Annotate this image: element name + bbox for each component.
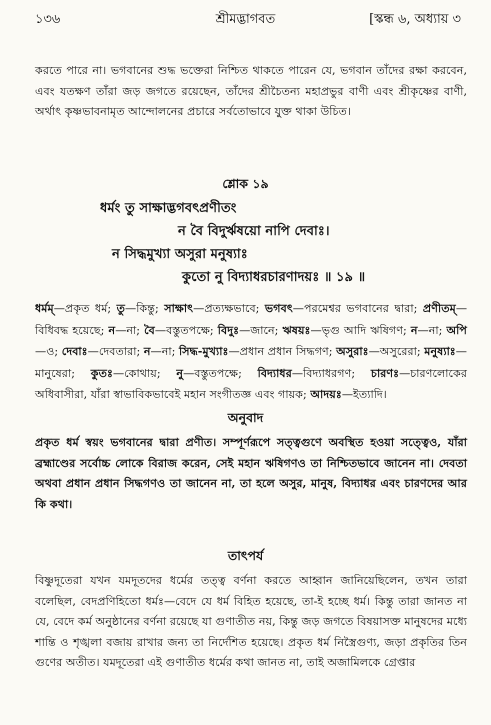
synonym-term: ন [143, 344, 151, 359]
synonym-meaning: প্রকৃত ধর্ম; [64, 302, 112, 315]
synonym-term: বিদুঃ [217, 322, 240, 337]
purport-text: বিষ্ণুদূতেরা যখন যমদূতদের ধর্মের তত্ত্ব বর্ণনা করতে আহ্বান জানিয়েছিলেন, তখন তারা বলেছিল, বেদপ্রণিহিতো ধর্মঃ—বেদে যে ধর্ম বিহিত হয়েছে, তা-ই হচ্ছে ধর্ম। কিন্তু তারা জানত না যে, বেদে কর্ম অনুষ্ঠানের বর্ণনা রয়েছে যা গুণাতীত নয়, কিন্তু জড় জগতে বিষয়াসক্ত মানুষদের মধ্যে শান্তি ও শৃঙ্খলা বজায় রাখার জন্য তা নির্দেশিত হয়েছে। প্রকৃত ধর্ম নিস্ত্রৈগুণ্য, জড়া প্রকৃতির তিন গুণের অতীত। যমদূতেরা এই গুণাতীত ধর্মের কথা জানত না, তাই অজামিলকে গ্রেপ্তার [35, 574, 467, 670]
synonym-term: দেবাঃ [61, 344, 88, 359]
synonym-term: অসুরাঃ [336, 344, 369, 359]
page-number: ১৩৬ [35, 12, 61, 27]
synonym-meaning: বস্তুতপক্ষে; [194, 366, 242, 380]
synonym-meaning: কোথায়; [124, 366, 161, 380]
synonym-term: ন [410, 322, 418, 337]
purport-heading: তাৎপর্য [227, 548, 264, 563]
synonym-meaning: ও; [46, 345, 59, 359]
verse-line-4: কুতো নু বিদ্যাধরচারণাদয়ঃ ॥ ১৯ ॥ [182, 270, 366, 285]
synonym-meaning: কিন্তু; [136, 302, 159, 315]
synonym-meaning: জানে; [250, 323, 279, 337]
synonym-meaning: অসুরেরা; [379, 345, 421, 359]
synonym-meaning: প্রত্যক্ষভাবে; [204, 302, 260, 315]
section-label: [স্কন্ধ ৬, অধ্যায় ৩ [369, 12, 461, 27]
synonym-meaning: না; [161, 345, 176, 359]
synonym-meaning: মানুষেরা; [35, 366, 75, 380]
synonym-meaning: না; [428, 323, 443, 337]
synonym-term: ভগবৎ [264, 301, 293, 315]
synonym-term: প্রণীতম্ [422, 301, 456, 315]
verse-line-2: ন বৈ বিদুর্ঋষয়ো নাপি দেবাঃ। [178, 224, 330, 239]
synonym-term: মনুষ্যাঃ [424, 344, 456, 359]
synonym-meaning: পরমেশ্বর ভগবানের দ্বারা; [303, 302, 418, 315]
synonym-meaning: ইত্যাদি। [353, 388, 387, 402]
synonym-term: ধর্মম্ [35, 301, 54, 315]
synonym-term: ন [108, 322, 116, 337]
synonym-term: সিদ্ধ-মুখ্যাঃ [179, 344, 229, 359]
translation-text: প্রকৃত ধর্ম স্বয়ং ভগবানের দ্বারা প্রণীত। সম্পূর্ণরূপে সত্ত্বগুণে অবস্থিত হওয়া সত্ত্বেও, যাঁরা ব্রহ্মাণ্ডের সর্বোচ্চ লোকে বিরাজ করেন, সেই মহান ঋষিগণও তা নিশ্চিতভাবে জানেন না। দেবতা অথবা প্রধান প্রধান সিদ্ধগণও তা জানেন না, তা হলে অসুর, মানুষ, বিদ্যাধর এবং চারণদের আর কি কথা। [35, 435, 467, 511]
synonym-meaning: বিদ্যাধরগণ; [303, 366, 356, 380]
synonym-meaning: প্রধান প্রধান সিদ্ধগণ; [239, 345, 333, 359]
synonym-term: বিদ্যাধর [257, 365, 292, 380]
synonym-term: অপি [446, 322, 467, 337]
synonym-term: ঋষয়ঃ [282, 322, 311, 337]
synonym-meaning: দেবতারা; [98, 345, 141, 359]
synonym-meaning: না; [126, 323, 141, 337]
verse-line-1: ধর্মং তু সাক্ষাদ্ভগবৎপ্রণীতং [100, 201, 237, 216]
synonym-term: কুতঃ [90, 365, 113, 380]
synonym-term: আদয়ঃ [310, 387, 342, 402]
synonym-meaning: ভৃগু আদি ঋষিগণ; [321, 323, 407, 337]
synonym-term: নু [176, 365, 184, 380]
verse-line-3: ন সিদ্ধমুখ্যা অসুরা মনুষ্যাঃ [112, 247, 248, 262]
book-title: শ্রীমদ্ভাগবত [215, 12, 276, 27]
intro-paragraph: করতে পারে না। ভগবানের শুদ্ধ ভক্তেরা নিশ্চিত থাকতে পারেন যে, ভগবান তাঁদের রক্ষা করবেন, এবং যতক্ষণ তাঁরা জড় জগতে রয়েছেন, তাঁদের শ্রীচৈতন্য মহাপ্রভুর বাণী এবং শ্রীকৃষ্ণের বাণী, অর্থাৎ কৃষ্ণভাবনামৃত আন্দোলনের প্রচারে সর্বতোভাবে যুক্ত থাকা উচিত। [35, 64, 467, 119]
synonym-meaning: বিধিবদ্ধ হয়েছে; [35, 323, 105, 337]
synonym-term: তু [116, 301, 126, 315]
synonym-term: বৈ [144, 322, 155, 337]
translation-heading: অনুবাদ [227, 410, 264, 425]
synonyms-paragraph: ধর্মম্—প্রকৃত ধর্ম; তু—কিন্তু; সাক্ষাৎ—প্রত্যক্ষভাবে; ভগবৎ—পরমেশ্বর ভগবানের দ্বারা; প্রণীতম্—বিধিবদ্ধ হয়েছে; ন—না; বৈ—বস্তুতপক্ষে; বিদুঃ—জানে; ঋষয়ঃ—ভৃগু আদি ঋষিগণ; ন—না; অপি—ও; দেবাঃ—দেবতারা; ন—না; সিদ্ধ-মুখ্যাঃ—প্রধান প্রধান সিদ্ধগণ; অসুরাঃ—অসুরেরা; মনুষ্যাঃ—মানুষেরা; কুতঃ—কোথায়; নু—বস্তুতপক্ষে; বিদ্যাধর—বিদ্যাধরগণ; চারণঃ—চারণলোকের অধিবাসীরা, যাঁরা স্বাভাবিকভাবেই মহান সংগীতজ্ঞ এবং গায়ক; আদয়ঃ—ইত্যাদি। [35, 301, 468, 402]
synonym-meaning: চারণলোকের অধিবাসীরা, যাঁরা স্বাভাবিকভাবেই মহান সংগীতজ্ঞ এবং গায়ক; [35, 366, 468, 402]
synonym-term: চারণঃ [370, 365, 400, 380]
synonym-term: সাক্ষাৎ [164, 301, 194, 315]
verse-heading: শ্লোক ১৯ [222, 176, 269, 191]
synonym-meaning: বস্তুতপক্ষে; [166, 323, 214, 337]
